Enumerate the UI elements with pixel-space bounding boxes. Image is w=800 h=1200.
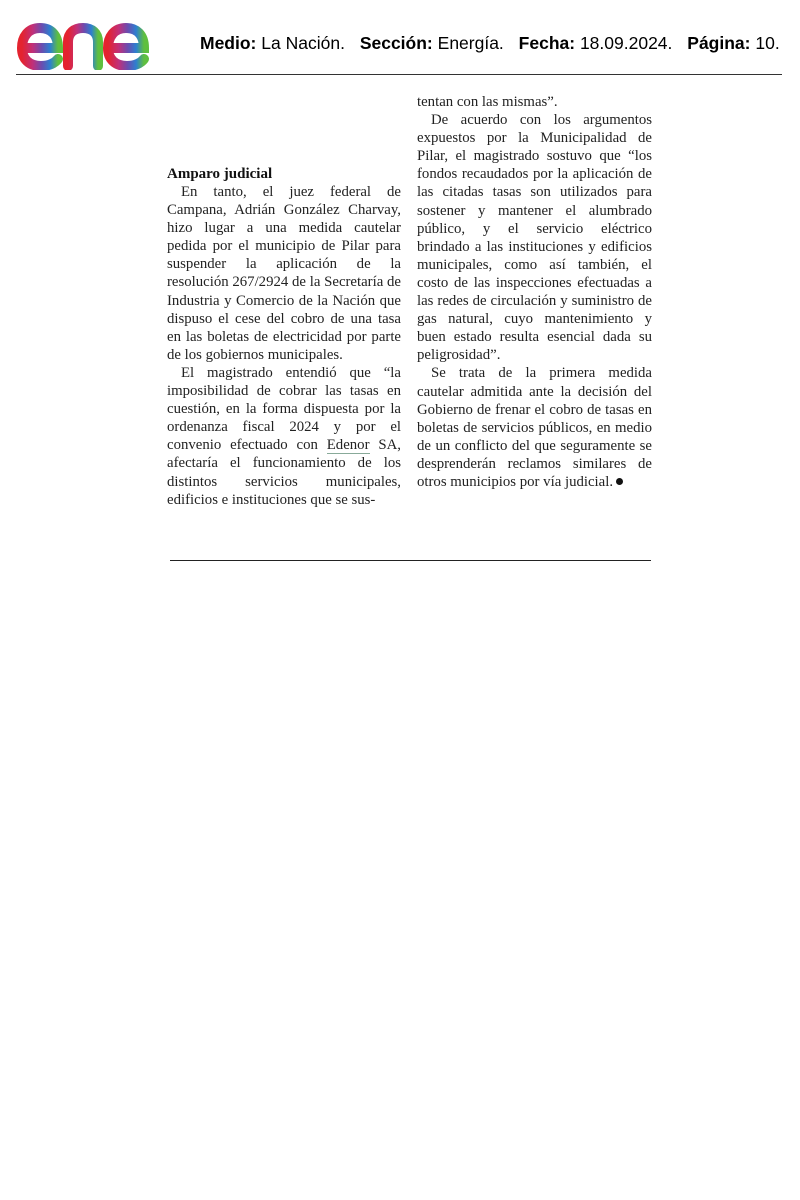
clipping-metadata: [200, 32, 780, 54]
enel-logo: [16, 8, 181, 70]
article-column-right: [417, 93, 652, 491]
article-column-left: [167, 165, 401, 509]
seccion-label: Sección:: [359, 33, 433, 53]
bottom-divider: [170, 560, 651, 561]
paragraph-text: SA, afectaría el funcionamiento de los distintos servicios municipales, edificios e instituciones que se sus-: [167, 437, 402, 508]
medio-label: Medio:: [200, 33, 257, 53]
article-paragraph: De acuerdo con los argumentos expuestos por la Municipalidad de Pilar, el magistrado sostuvo que “los fondos recaudados por la aplicación de las citadas tasas son utilizados para sostener y mantener el alumbrado público, y el servicio eléctrico brindado a las instituciones y edificios municipales, como así también, el costo de las inspecciones efectuadas a las redes de circulación y suministro de gas natural, cuyo mantenimiento y buen estado resulta esencial dada su peligrosidad”.: [417, 112, 652, 364]
pagina-label: Página:: [687, 33, 751, 53]
header-divider: [16, 74, 782, 75]
pagina-value: 10.: [755, 33, 780, 53]
article-paragraph: [167, 364, 401, 509]
paragraph-text: Se trata de la primera medida cautelar admitida ante la decisión del Gobierno de frenar el cobro de tasas en boletas de servicios públicos, en medio de un conflicto del que seguramente se desprenderán reclamos similares de otros municipios por vía judicial.: [417, 365, 652, 490]
end-of-article-bullet-icon: [616, 478, 623, 485]
fecha-label: Fecha:: [518, 33, 576, 53]
article-paragraph: [417, 364, 652, 491]
edenor-highlight: Edenor: [326, 437, 370, 454]
fecha-value: 18.09.2024.: [579, 33, 673, 53]
clipping-header: [16, 6, 782, 70]
article-subheading: Amparo judicial: [167, 166, 273, 182]
seccion-value: Energía.: [437, 33, 504, 53]
article-paragraph: tentan con las mismas”.: [417, 94, 558, 110]
medio-value: La Nación.: [261, 33, 345, 53]
article-paragraph: En tanto, el juez federal de Campana, Adrián González Charvay, hizo lugar a una medida cautelar pedida por el municipio de Pilar para suspender la aplicación de la resolución 267/2924 de la Secretaría de Industria y Comercio de la Nación que dispuso el cese del cobro de una tasa en las boletas de electricidad por parte de los gobiernos municipales.: [167, 184, 401, 363]
paragraph-text: El magistrado entendió que “la imposibilidad de cobrar las tasas en cuestión, en la forma dispuesta por la ordenanza fiscal 2024 y por el convenio efectuado con: [167, 364, 401, 454]
